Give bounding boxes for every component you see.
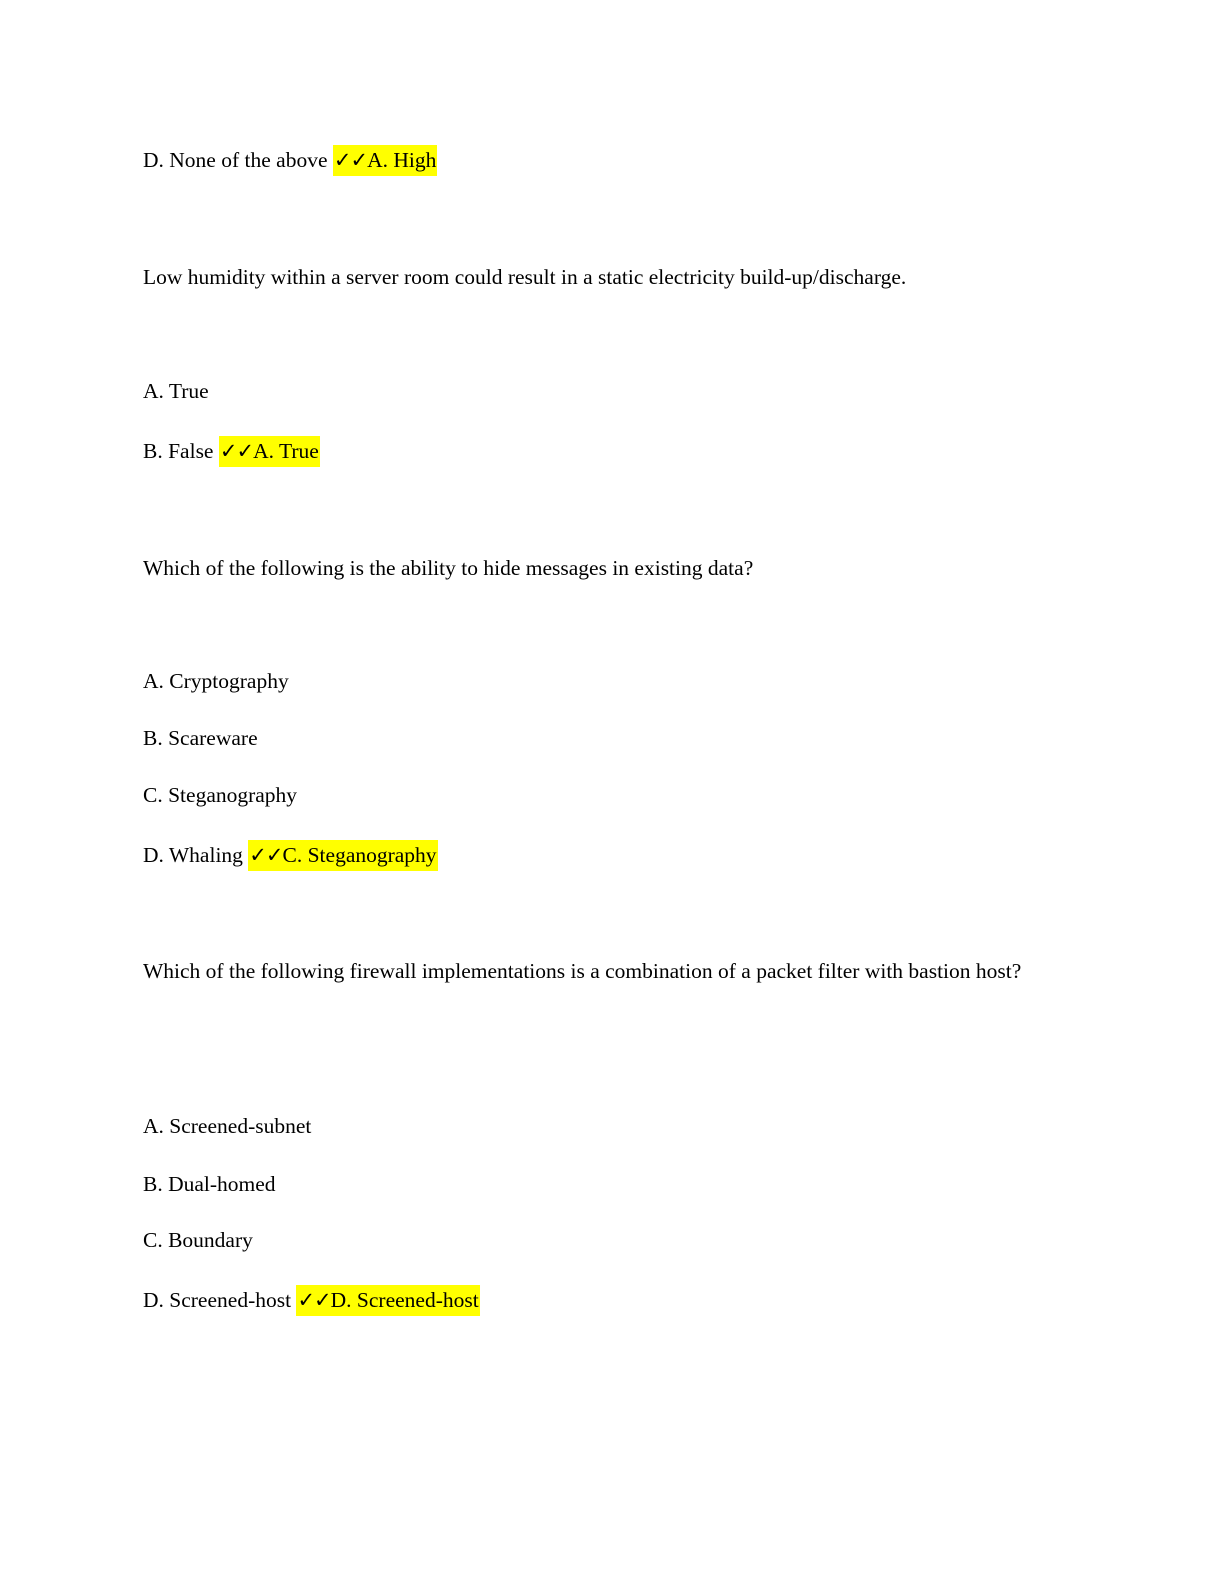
option-text: D. Whaling	[143, 843, 249, 867]
option-text: D. None of the above	[143, 148, 333, 172]
question-text: Low humidity within a server room could result in a static electricity build-up/discharge.	[143, 265, 907, 289]
question-text: Which of the following firewall implementations is a combination of a packet filter with bastion host?	[143, 959, 1022, 983]
check-mark-icon: ✓✓	[297, 1288, 331, 1312]
option-text: D. Screened-host	[143, 1288, 297, 1312]
check-mark-icon: ✓✓	[219, 439, 254, 463]
answer-line	[143, 147, 437, 173]
answer-text: A. High	[367, 148, 437, 172]
answer-text: C. Steganography	[282, 843, 437, 867]
answer-line	[143, 842, 438, 868]
option-line: C. Steganography	[143, 783, 298, 807]
option-line: A. Cryptography	[143, 669, 289, 693]
answer-text: A. True	[253, 439, 319, 463]
answer-highlight	[296, 1285, 479, 1316]
option-line: B. Dual-homed	[143, 1172, 276, 1196]
answer-highlight	[219, 436, 320, 467]
option-text: B. False	[143, 439, 219, 463]
option-line: B. Scareware	[143, 726, 258, 750]
check-mark-icon: ✓✓	[333, 148, 368, 172]
option-line: C. Boundary	[143, 1228, 253, 1252]
answer-highlight	[333, 145, 437, 176]
option-line: A. True	[143, 379, 209, 403]
option-line: A. Screened-subnet	[143, 1114, 312, 1138]
question-text: Which of the following is the ability to hide messages in existing data?	[143, 556, 754, 580]
answer-highlight	[248, 840, 437, 871]
check-mark-icon: ✓✓	[249, 843, 283, 867]
answer-line	[143, 438, 320, 464]
answer-text: D. Screened-host	[330, 1288, 479, 1312]
answer-line	[143, 1287, 480, 1313]
